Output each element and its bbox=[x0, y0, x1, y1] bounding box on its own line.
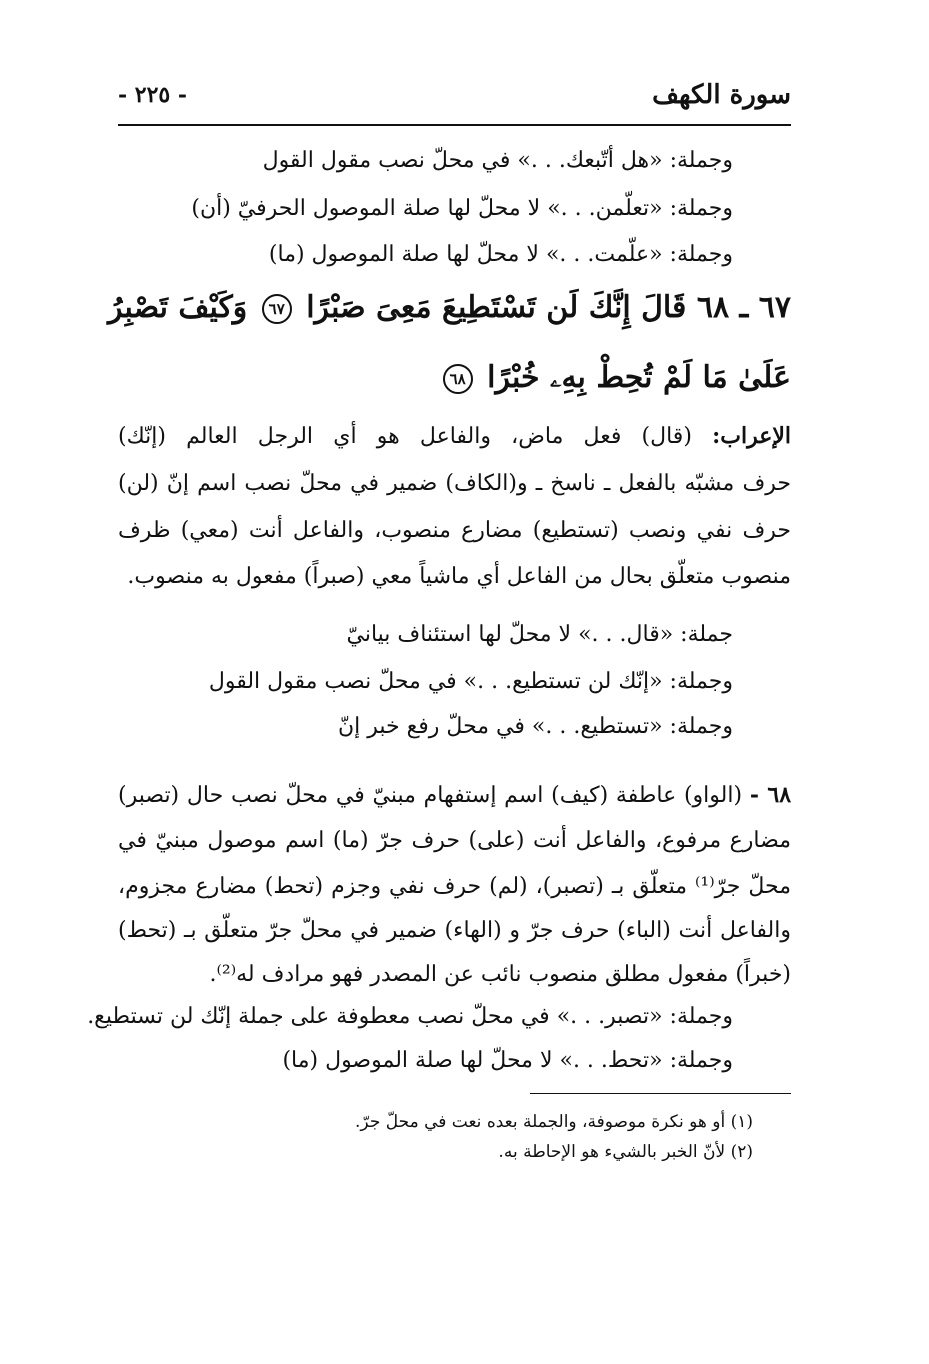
sentence-68-2: وجملة: «تحط. . .» لا محلّ لها صلة الموصول (ما) bbox=[282, 1048, 733, 1073]
footnote-divider bbox=[530, 1093, 791, 1094]
i3rab-line-3: حرف نفي ونصب (تستطيع) مضارع منصوب، والفاعل أنت (معي) ظرف bbox=[118, 518, 791, 543]
sentence-67-1: جملة: «قال. . .» لا محلّ لها استئناف بيانيّ bbox=[346, 622, 733, 647]
top-sentence-1: وجملة: «هل أتّبعك. . .» في محلّ نصب مقول القول bbox=[262, 148, 733, 173]
verse-line-2 bbox=[439, 360, 791, 395]
surah-title: سورة الكهف bbox=[652, 80, 791, 110]
verse-text-1: قَالَ إِنَّكَ لَن تَسْتَطِيعَ مَعِىَ صَبْرًا bbox=[306, 290, 687, 325]
section68-line-1 bbox=[118, 782, 791, 808]
section68-line-5: (خبراً) مفعول مطلق منصوب نائب عن المصدر فهو مرادف له⁽²⁾. bbox=[209, 962, 791, 987]
i3rab-line-4: منصوب متعلّق بحال من الفاعل أي ماشياً معي (صبراً) مفعول به منصوب. bbox=[127, 564, 791, 589]
top-sentence-2: وجملة: «تعلّمن. . .» لا محلّ لها صلة الموصول الحرفيّ (أن) bbox=[191, 196, 733, 221]
top-sentence-3: وجملة: «علّمت. . .» لا محلّ لها صلة الموصول (ما) bbox=[268, 242, 733, 267]
i3rab-line-1 bbox=[118, 423, 791, 449]
verse-line-1 bbox=[108, 290, 791, 325]
page-header bbox=[118, 80, 791, 120]
header-divider bbox=[118, 124, 791, 126]
i3rab-line-2: حرف مشبّه بالفعل ـ ناسخ ـ و(الكاف) ضمير في محلّ نصب اسم إنّ (لن) bbox=[118, 471, 791, 496]
verse-text-2: عَلَىٰ مَا لَمْ تُحِطْ بِهِۦ خُبْرًا bbox=[487, 360, 791, 395]
footnote-2: (٢) لأنّ الخبر بالشيء هو الإحاطة به. bbox=[498, 1142, 753, 1162]
sentence-67-3: وجملة: «تستطيع. . .» في محلّ رفع خبر إنّ bbox=[337, 714, 733, 739]
section68-line-4: والفاعل أنت (الباء) حرف جرّ و (الهاء) ضمير في محلّ جرّ متعلّق بـ (تحط) bbox=[118, 918, 791, 943]
verse-text-1-end: وَكَيْفَ تَصْبِرُ bbox=[107, 290, 248, 325]
ayah-marker-68: ٦٨ bbox=[443, 364, 473, 394]
section68-text-1: (الواو) عاطفة (كيف) اسم إستفهام مبنيّ في محلّ نصب حال (تصبر) bbox=[118, 783, 743, 808]
sentence-67-2: وجملة: «إنّك لن تستطيع. . .» في محلّ نصب مقول القول bbox=[208, 669, 733, 694]
i3rab-text-1: (قال) فعل ماض، والفاعل هو أي الرجل العالم (إنّك) bbox=[118, 424, 692, 449]
page-number: - ٢٢٥ - bbox=[118, 82, 188, 108]
i3rab-label: الإعراب: bbox=[712, 423, 791, 449]
footnote-1: (١) أو هو نكرة موصوفة، والجملة بعده نعت في محلّ جرّ. bbox=[355, 1112, 753, 1132]
sentence-68-1: وجملة: «تصبر. . .» في محلّ نصب معطوفة على جملة إنّك لن تستطيع. bbox=[87, 1004, 733, 1029]
section68-line-2: مضارع مرفوع، والفاعل أنت (على) حرف جرّ (ما) اسم موصول مبنيّ في bbox=[118, 828, 791, 853]
verse-number: ٦٧ ـ ٦٨ bbox=[696, 290, 791, 325]
ayah-marker-67: ٦٧ bbox=[262, 294, 292, 324]
section68-line-3: محلّ جرّ⁽¹⁾ متعلّق بـ (تصبر)، (لم) حرف نفي وجزم (تحط) مضارع مجزوم، bbox=[118, 874, 791, 899]
section68-number: ٦٨ - bbox=[749, 782, 792, 808]
